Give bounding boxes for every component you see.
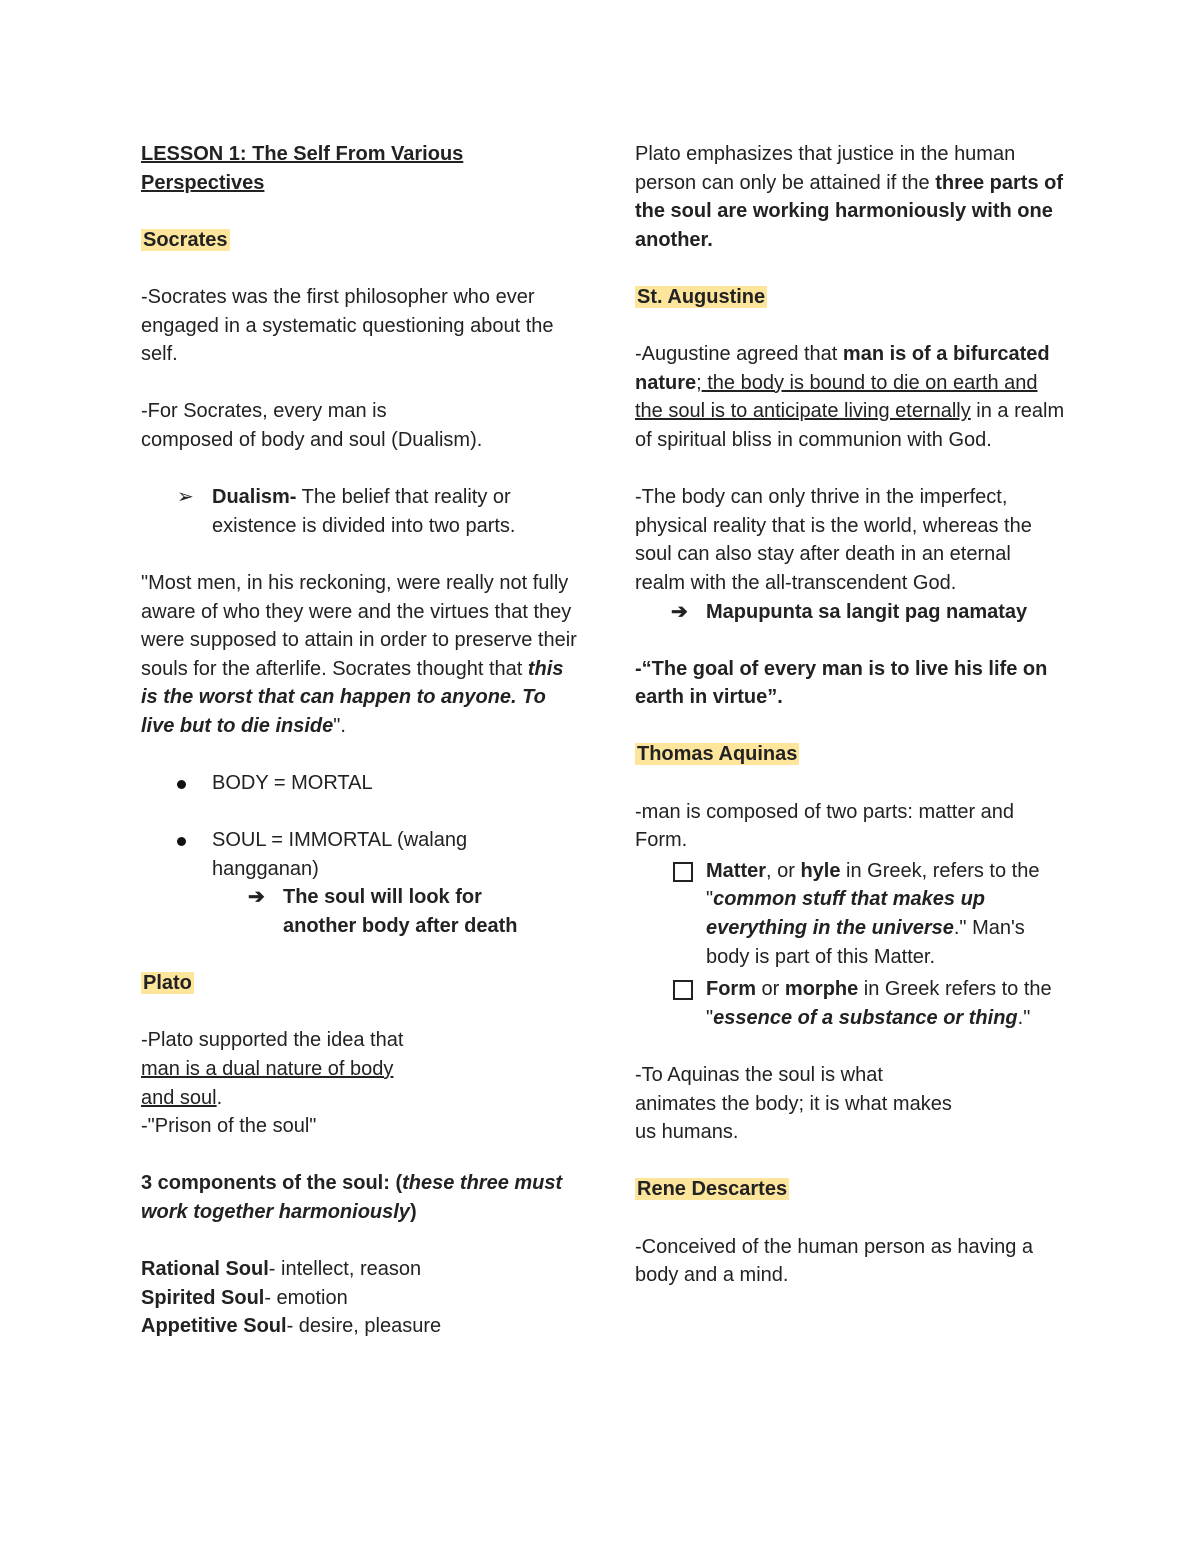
aquinas-paragraph-2: -To Aquinas the soul is what animates the body; it is what makes us humans.: [635, 1064, 952, 1144]
soul-item: SOUL = IMMORTAL (walang hangganan): [212, 829, 468, 880]
appetitive-soul: Appetitive Soul- desire, pleasure: [141, 1315, 442, 1338]
body-bullet: [141, 769, 581, 798]
soul-sub-item: The soul will look for another body after death: [283, 886, 518, 938]
augustine-paragraph-2: -The body can only thrive in the imperfect, physical reality that is the world, whereas the soul can also stay after death in an eternal realm with the all-transcendent God.: [635, 486, 1032, 594]
quote-emphasis: this is the worst that can happen to anyone. To live but to die inside: [141, 657, 564, 737]
aquinas-paragraph-1: -man is composed of two parts: matter and Form.: [635, 800, 1015, 852]
descartes-paragraph-1: -Conceived of the human person as having a body and a mind.: [635, 1235, 1034, 1287]
plato-paragraph-1: -Plato supported the idea that man is a dual nature of body and soul.: [141, 1029, 404, 1109]
socrates-paragraph-2: -For Socrates, every man is composed of body and soul (Dualism).: [141, 400, 483, 451]
heading-augustine: St. Augustine: [637, 285, 766, 308]
bullet-dot-icon: [177, 780, 186, 789]
socrates-quote: "Most men, in his reckoning, were really not fully aware of who they were and the virtues that they were supposed to attain in order to preserve their souls for the afterlife. Socrates thought that this is the worst that can happen to anyone. To live but to die inside".: [141, 571, 577, 737]
arrow-bullet-icon: ➔: [248, 886, 265, 909]
augustine-arrow-bullet: [635, 598, 1065, 627]
augustine-paragraph-1: -Augustine agreed that man is of a bifurcated nature; the body is bound to die on earth and the soul is to anticipate living eternally in a realm of spiritual bliss in communion with God.: [635, 343, 1065, 451]
arrowhead-bullet-icon: ➢: [177, 486, 194, 509]
bullet-dot-icon: [177, 837, 186, 846]
checkbox-icon: [673, 862, 693, 882]
left-column: [141, 140, 581, 1341]
soul-bullet: [141, 826, 581, 883]
augustine-goal: -“The goal of every man is to live his life on earth in virtue”.: [635, 657, 1048, 709]
components-heading: 3 components of the soul: (these three must work together harmoniously): [141, 1172, 563, 1223]
spirited-soul: Spirited Soul- emotion: [141, 1286, 348, 1309]
socrates-paragraph-1: -Socrates was the first philosopher who ever engaged in a systematic questioning about the self.: [141, 285, 554, 366]
soul-sub-bullet: [141, 883, 581, 940]
dualism-bullet: [141, 483, 581, 540]
body-item: BODY = MORTAL: [212, 772, 373, 795]
dualism-term: Dualism-: [212, 486, 297, 509]
lesson-title: LESSON 1: The Self From Various Perspectives: [141, 143, 464, 194]
justice-paragraph: Plato emphasizes that justice in the human person can only be attained if the three parts of the soul are working harmoniously with one another.: [635, 143, 1064, 251]
heading-plato: Plato: [143, 972, 192, 995]
form-item: Form or morphe in Greek refers to the "essence of a substance or thing.": [635, 975, 1065, 1032]
checkbox-icon: [673, 980, 693, 1000]
prison-of-soul: -"Prison of the soul": [141, 1115, 317, 1138]
heading-descartes: Rene Descartes: [637, 1178, 788, 1201]
heading-aquinas: Thomas Aquinas: [637, 743, 798, 766]
augustine-arrow-text: Mapupunta sa langit pag namatay: [706, 600, 1028, 623]
rational-soul: Rational Soul- intellect, reason: [141, 1258, 422, 1281]
dualism-definition: The belief that reality or existence is divided into two parts.: [212, 486, 516, 537]
right-column: [635, 140, 1065, 1290]
heading-socrates: Socrates: [143, 228, 228, 251]
arrow-bullet-icon: ➔: [671, 600, 688, 623]
matter-item: Matter, or hyle in Greek, refers to the "common stuff that makes up everything in the universe." Man's body is part of this Matter.: [635, 857, 1065, 971]
